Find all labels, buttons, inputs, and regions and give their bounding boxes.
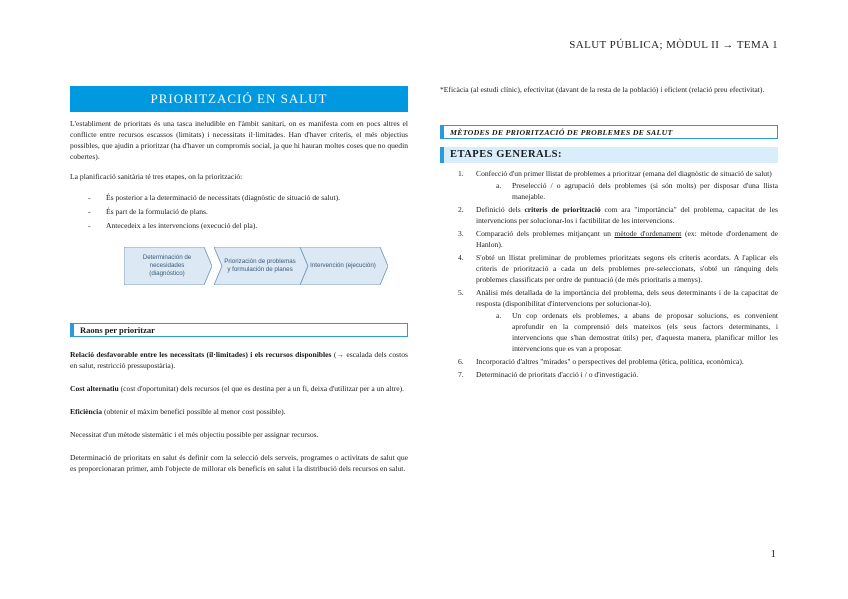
list-item: [440, 168, 778, 202]
reason-3: [70, 406, 408, 417]
methods-heading: MÈTODES DE PRIORITZACIÓ DE PROBLEMES DE SALUT: [440, 125, 778, 139]
stage-chevron-3: [300, 247, 388, 285]
page-header: SALUT PÚBLICA; MÒDUL II → TEMA 1: [569, 39, 778, 51]
item-text: Anàlisi més detallada de la importància del problema, dels seus determinants i de la capacitat de resposta (disponibilitat d'intervencions per solucionar-lo).: [476, 288, 778, 308]
reason-3-text: (obtenir el màxim benefici possible al menor cost possible).: [102, 407, 286, 416]
item-text-post: com ara "importància" del problema, capacitat de les intervencions per solucionar-los i factibilitat de les intervencions.: [476, 205, 778, 225]
item-text: Determinació de prioritats d'acció i / o d'investigació.: [476, 370, 639, 379]
reason-1-bold: Relació desfavorable entre les necessitats (il·limitades) i els recursos disponibles: [70, 350, 332, 359]
sub-item: [476, 310, 778, 354]
item-number: 7.: [458, 370, 464, 379]
left-column: [70, 86, 408, 474]
item-text-post: (ex: mètode d'ordenament de Hanlon).: [476, 229, 778, 249]
reason-2-bold: Cost alternatiu: [70, 384, 119, 393]
sub-letter: a.: [496, 181, 502, 190]
reasons-heading: Raons per prioritzar: [70, 323, 408, 337]
reason-2-text: (cost d'oportunitat) dels recursos (el que es destina per a un fi, deixa d'utilitzar per a un altre).: [118, 384, 405, 393]
item-number: 2.: [458, 205, 464, 214]
item-number: 5.: [458, 288, 464, 297]
efficacy-note: *Eficàcia (al estudi clínic), efectivitat (davant de la resta de la població) i eficient (relació preu efectivitat).: [440, 85, 765, 94]
closing-paragraph: Determinació de prioritats en salut és definir com la selecció dels serveis, programes o activitats de salut que es proporcionaran primer, amb l'objecte de millorar els beneficis en salut i la distribució dels recursos en salut.: [70, 453, 408, 473]
intro-paragraph: L'establiment de prioritats és una tasca ineludible en l'àmbit sanitari, on es manifesta com en pocs altres el conflicte entre recursos escassos (limitats) i necessitats il·limitades. Han d'haver criteris, el més objectius possibles, que ajudin a prioritzar (ha d'haver un compromís social, ja que hi hauran moltes coses que no quedin cobertes).: [70, 119, 408, 161]
stages-list: [440, 168, 778, 380]
item-text-pre: Comparació dels problemes mitjançant un: [476, 229, 615, 238]
stage-label: Intervención (ejecución): [310, 261, 376, 269]
item-number: 1.: [458, 169, 464, 178]
method-line: Necessitat d'un mètode sistemàtic i el més objectiu possible per assignar recursos.: [70, 430, 319, 439]
list-item: - És posterior a la determinació de necessitats (diagnòstic de situació de salut).: [88, 192, 408, 203]
item-number: 4.: [458, 253, 464, 262]
sub-text: Preselecció / o agrupació dels problemes (si són molts) per disposar d'una llista manejable.: [512, 181, 778, 201]
item-text: Confecció d'un primer llistat de problemes a prioritzar (emana del diagnòstic de situació de salut): [476, 169, 772, 178]
right-column: [440, 84, 778, 382]
item-text-underlined: mètode d'ordenament: [614, 229, 682, 238]
page-title: PRIORITZACIÓ EN SALUT: [70, 86, 408, 112]
item-number: 3.: [458, 229, 464, 238]
reason-1: [70, 349, 408, 371]
stage-chevron-1: [124, 247, 212, 285]
reason-1-text: (→ escalada dels costos en salut, restricció pressupostària).: [70, 350, 408, 370]
reason-2: [70, 383, 408, 394]
item-text-bold: criteris de priorització: [524, 205, 601, 214]
stages-heading: ETAPES GENERALS:: [440, 147, 778, 163]
sub-letter: a.: [496, 311, 502, 320]
list-item: [440, 287, 778, 354]
item-text-pre: Definició dels: [476, 205, 525, 214]
list-item: [440, 252, 778, 285]
list-item: - És part de la formulació de plans.: [88, 206, 408, 217]
list-item: [440, 204, 778, 226]
list-item: [440, 228, 778, 250]
stage-label: Determinación de necesidades (diagnóstico): [142, 253, 192, 278]
list-item: [440, 369, 778, 380]
item-text: S'obté un llistat preliminar de problemes prioritzats segons els criteris acordats. A l'aplicar els criteris de priorització a cada un dels problemes pre-seleccionats, s'obté un rànquing dels problemes classificats per ordre de puntuació (de més prioritaris a menys).: [476, 253, 778, 284]
stage-chevron-2: [214, 247, 308, 285]
item-number: 6.: [458, 357, 464, 366]
item-text: Incorporació d'altres "mirades" o perspectives del problema (ètica, política, econòmica).: [476, 357, 744, 366]
planning-line: La planificació sanitària té tres etapes, on la priorització:: [70, 172, 243, 181]
reason-3-bold: Eficiència: [70, 407, 103, 416]
page-number: 1: [770, 548, 776, 561]
planning-list: [88, 192, 408, 231]
list-item: [440, 356, 778, 367]
sub-item: [476, 180, 778, 202]
sub-text: Un cop ordenats els problemes, a abans de proposar solucions, es convenient aprofundir en la comprensió dels mateixos (els seus factors determinants, i intervencions que s'han demostrat útils) per, d'aquesta manera, planificar millor les intervencions que es van a proposar.: [512, 311, 778, 353]
list-item: - Antecedeix a les intervencions (execució del pla).: [88, 220, 408, 231]
stage-label: Priorización de problemas y formulación de planes: [224, 257, 296, 273]
planning-stages-diagram: [124, 247, 408, 301]
